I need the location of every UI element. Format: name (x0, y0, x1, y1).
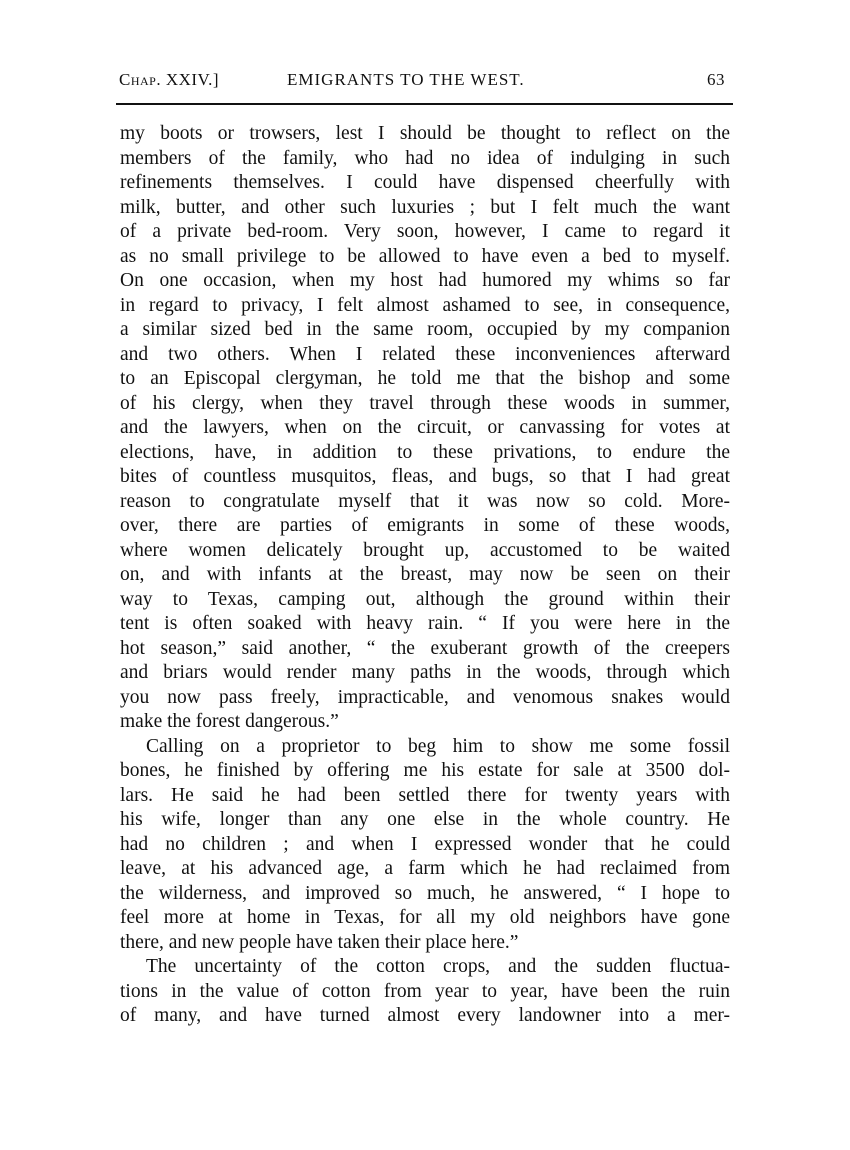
text-line: tent is often soaked with heavy rain. “ If you were here in the (120, 613, 730, 634)
text-line: to an Episcopal clergyman, he told me that the bishop and some (120, 368, 730, 389)
text-line: my boots or trowsers, lest I should be thought to reflect on the (120, 123, 730, 144)
text-line: had no children ; and when I expressed wonder that he could (120, 833, 730, 855)
text-line: Calling on a proprietor to beg him to show me some fossil (146, 735, 730, 757)
text-line: his wife, longer than any one else in the whole country. He (120, 809, 730, 830)
running-title: EMIGRANTS TO THE WEST. (287, 70, 525, 89)
text-line: and the lawyers, when on the circuit, or canvassing for votes at (120, 417, 730, 438)
text-line: and briars would render many paths in the woods, through which (120, 662, 730, 683)
text-line: in regard to privacy, I felt almost ashamed to see, in consequence, (120, 294, 730, 316)
text-line: reason to congratulate myself that it was now so cold. More- (120, 490, 730, 512)
page-number: 63 (707, 70, 725, 89)
text-line: there, and new people have taken their place here.” (120, 931, 519, 953)
text-line: On one occasion, when my host had humored my whims so far (120, 270, 730, 291)
text-line: of many, and have turned almost every landowner into a mer- (120, 1005, 730, 1026)
text-line: hot season,” said another, “ the exuberant growth of the creepers (120, 637, 730, 659)
text-line: feel more at home in Texas, for all my old neighbors have gone (120, 907, 730, 928)
text-line: you now pass freely, impracticable, and venomous snakes would (120, 686, 730, 708)
text-line: leave, at his advanced age, a farm which he had reclaimed from (120, 858, 730, 879)
text-line: where women delicately brought up, accustomed to be waited (120, 539, 730, 561)
text-line: a similar sized bed in the same room, occupied by my companion (120, 319, 730, 340)
text-line: make the forest dangerous.” (120, 711, 339, 732)
text-line: of his clergy, when they travel through these woods in summer, (120, 392, 730, 414)
header-rule (116, 103, 733, 105)
paragraph (120, 955, 730, 1029)
text-line: the wilderness, and improved so much, he answered, “ I hope to (120, 882, 730, 904)
paragraph (120, 122, 730, 735)
text-line: bones, he finished by offering me his estate for sale at 3500 dol- (120, 760, 730, 781)
body-text (120, 122, 730, 1029)
text-line: of a private bed-room. Very soon, however, I came to regard it (120, 221, 730, 242)
chapter-label: Chap. XXIV.] (119, 70, 220, 89)
text-line: The uncertainty of the cotton crops, and the sudden fluctua- (146, 956, 730, 977)
text-line: members of the family, who had no idea of indulging in such (120, 147, 730, 169)
text-line: and two others. When I related these inconveniences afterward (120, 343, 730, 365)
text-line: refinements themselves. I could have dispensed cheerfully with (120, 172, 730, 193)
text-line: tions in the value of cotton from year to year, have been the ruin (120, 980, 730, 1002)
text-line: over, there are parties of emigrants in some of these woods, (120, 515, 730, 536)
text-line: on, and with infants at the breast, may now be seen on their (120, 564, 730, 585)
text-line: way to Texas, camping out, although the ground within their (120, 588, 730, 610)
text-line: milk, butter, and other such luxuries ; but I felt much the want (120, 196, 730, 218)
text-line: elections, have, in addition to these privations, to endure the (120, 441, 730, 463)
paragraph (120, 735, 730, 956)
text-line: bites of countless musquitos, fleas, and bugs, so that I had great (120, 466, 730, 487)
running-head (119, 70, 731, 96)
text-line: as no small privilege to be allowed to have even a bed to myself. (120, 245, 730, 267)
text-line: lars. He said he had been settled there for twenty years with (120, 784, 730, 806)
